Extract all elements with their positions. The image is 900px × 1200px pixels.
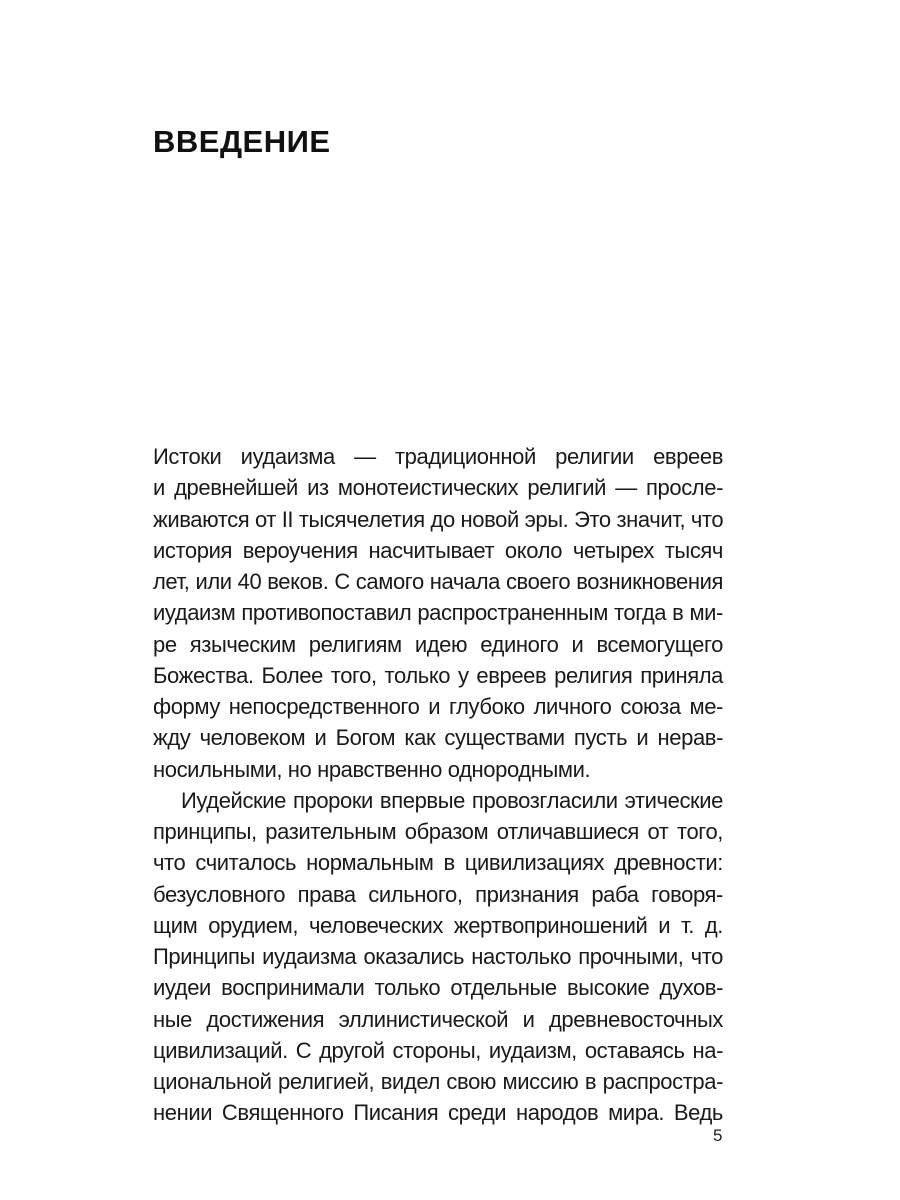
text-line: ре языческим религиям идею единого и всемогущего	[153, 631, 723, 657]
text-line: ные достижения эллинистической и древневосточных	[153, 1006, 723, 1032]
text-line: Принципы иудаизма оказались настолько прочными, что	[153, 944, 723, 969]
text-line: щим орудием, человеческих жертвоприношений и т. д.	[153, 912, 723, 938]
text-line: Истоки иудаизма — традиционной религии евреев	[153, 444, 723, 469]
chapter-body	[153, 441, 723, 1129]
text-line: история вероучения насчитывает около четырех тысяч	[153, 537, 723, 563]
text-line: циональной религией, видел свою миссию в распростра-	[153, 1069, 723, 1094]
text-line: нении Священного Писания среди народов мира. Ведь	[153, 1100, 723, 1126]
text-line: и древнейшей из монотеистических религий — просле-	[153, 475, 723, 501]
text-line: лет, или 40 веков. С самого начала своего возникновения	[153, 569, 723, 594]
page-number: 5	[713, 1126, 723, 1145]
text-line: что считалось нормальным в цивилизациях древности:	[153, 850, 723, 876]
text-line: безусловного права сильного, признания раба говоря-	[153, 881, 723, 907]
text-line: Иудейские пророки впервые провозгласили этические	[181, 787, 723, 813]
text-line: живаются от II тысячелетия до новой эры. Это значит, что	[153, 506, 724, 532]
text-line: иудаизм противопоставил распространенным тогда в ми-	[153, 600, 723, 626]
text-line: форму непосредственного и глубоко личного союза ме-	[153, 694, 723, 719]
text-line: иудеи воспринимали только отдельные высокие духов-	[153, 975, 723, 1001]
text-line: Божества. Более того, только у евреев религия приняла	[153, 662, 723, 688]
text-line: жду человеком и Богом как существами пусть и нерав-	[153, 725, 723, 751]
chapter-title: ВВЕДЕНИЕ	[153, 124, 331, 159]
text-line: носильными, но нравственно однородными.	[153, 756, 591, 782]
text-line: принципы, разительным образом отличавшиеся от того,	[153, 819, 723, 844]
text-line: цивилизаций. С другой стороны, иудаизм, оставаясь на-	[153, 1037, 723, 1063]
